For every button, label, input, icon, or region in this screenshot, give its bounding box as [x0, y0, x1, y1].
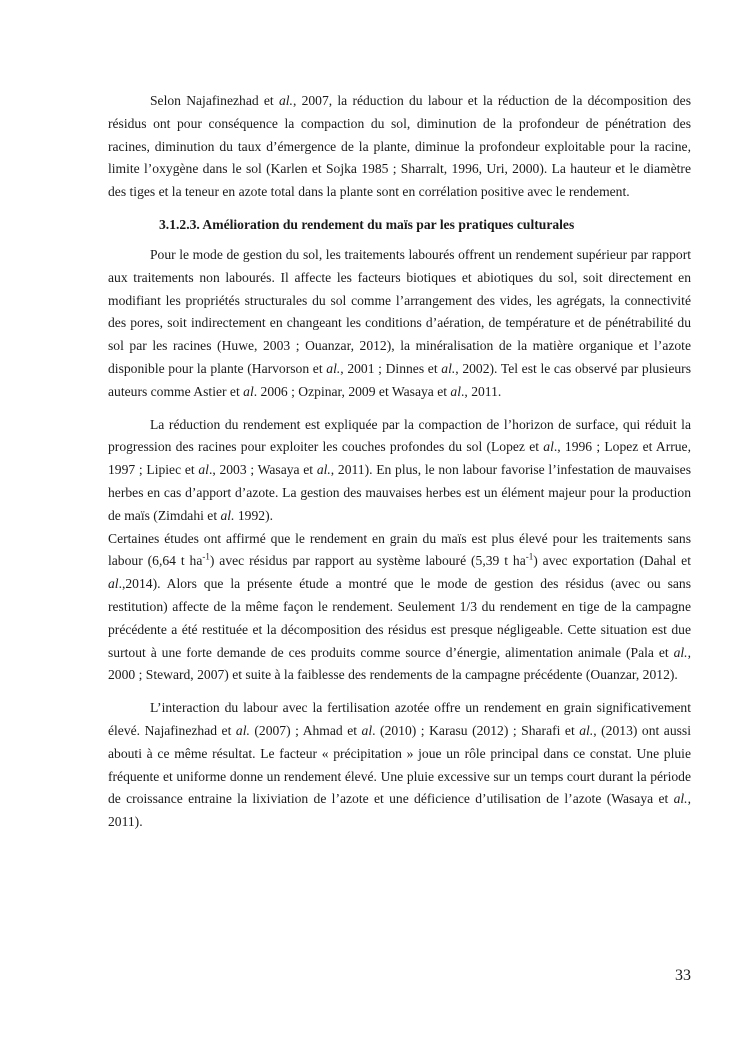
paragraph-2: Pour le mode de gestion du sol, les traitements labourés offrent un rendement supérieur par rapport aux traitements non labourés. Il affecte les facteurs biotiques et abiotiques du sol, soit directement en modifiant les propriétés structurales du sol comme l’arrangement des vides, les agrégats, la connectivité des pores, soit indirectement en changeant les conditions d’aération, de température et de pénétrabilité du sol par les racines (Huwe, 2003 ; Ouanzar, 2012), la minéralisation de la matière organique et l’azote disponible pour la plante (Harvorson et al., 2001 ; Dinnes et al., 2002). Tel est le cas observé par plusieurs auteurs comme Astier et al. 2006 ; Ozpinar, 2009 et Wasaya et al., 2011.: [108, 246, 691, 399]
italic-run: al.: [278, 93, 293, 108]
italic-run: al.: [326, 360, 341, 376]
italic-run: al: [198, 462, 209, 478]
italic-run: al.: [220, 507, 235, 523]
italic-run: al: [543, 439, 554, 455]
paragraph-5: L’interaction du labour avec la fertilisation azotée offre un rendement en grain significativement élevé. Najafinezhad et al. (2007) ; Ahmad et al. (2010) ; Karasu (2012) ; Sharafi et al., (2013) ont aussi abouti à ce même résultat. Le facteur « précipitation » joue un rôle principal dans ce constat. Une pluie fréquente et uniforme donne un rendement élevé. Une pluie excessive sur un temps court durant la période de croissance entraine la lixiviation de l’azote et une déficience d’utilisation de l’azote (Wasaya et al., 2011).: [108, 700, 691, 830]
paragraph-3: La réduction du rendement est expliquée par la compaction de l’horizon de surface, qui réduit la progression des racines pour exploiter les couches profondes du sol (Lopez et al., 1996 ; Lopez et Arrue, 1997 ; Lipiec et al., 2003 ; Wasaya et al., 2011). En plus, le non labour favorise l’infestation de mauvaises herbes en cas d’apport d’azote. La gestion des mauvaises herbes est un élément majeur pour la production de maïs (Zimdahi et al. 1992).: [108, 416, 691, 523]
italic-run: al: [108, 576, 119, 592]
document-page: [108, 90, 691, 834]
paragraph-4: Certaines études ont affirmé que le rendement en grain du maïs est plus élevé pour les traitements sans labour (6,64 t $ha^{-1}$) avec résidus par rapport au système labouré (5,39 t $ha^{-1}$) avec exportation (Dahal et al.,2014). Alors que la présente étude a montré que le mode de gestion des résidus (avec ou sans restitution) affecte de la même façon le rendement. Seulement 1/3 du rendement en tige de la campagne précédente a été restituée et la décomposition des résidus est presque négligeable. Cette situation est due surtout à une forte demande de ces produits comme source d’énergie, alimentation animale (Pala et al., 2000 ; Steward, 2007) et suite à la faiblesse des rendements de la campagne précédente (Ouanzar, 2012).: [108, 530, 691, 683]
section-heading: 3.1.2.3. Amélioration du rendement du maïs par les pratiques culturales: [159, 216, 575, 232]
superscript-run: -1: [202, 551, 210, 562]
italic-run: al: [450, 383, 461, 399]
italic-run: al: [361, 722, 373, 738]
italic-run: al.: [235, 722, 250, 738]
italic-run: al.: [316, 462, 331, 478]
italic-run: al: [243, 383, 254, 399]
italic-run: al.: [579, 722, 594, 738]
paragraph-1: Selon Najafinezhad et al., 2007, la réduction du labour et la réduction de la décomposition des résidus ont pour conséquence la compaction du sol, diminution de la profondeur de pénétration des racines, diminution du taux d’émergence de la plante, diminue la profondeur exploitable pour la racine, limite l’oxygène dans le sol (Karlen et Sojka 1985 ; Sharralt, 1996, Uri, 2000). La hauteur et le diamètre des tiges et la teneur en azote total dans la plante sont en corrélation positive avec le rendement.: [108, 93, 691, 200]
italic-run: al.: [673, 791, 688, 807]
page-number: 33: [675, 967, 691, 984]
superscript-run: -1: [525, 551, 534, 562]
italic-run: al.: [441, 360, 456, 376]
italic-run: al.: [673, 644, 688, 660]
